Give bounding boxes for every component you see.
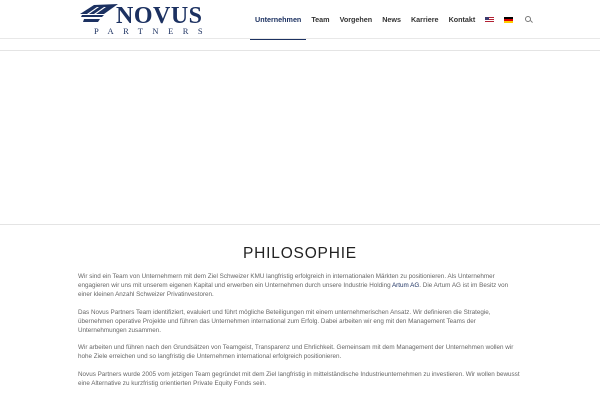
nav-item-vorgehen[interactable]: Vorgehen bbox=[339, 15, 373, 24]
paragraph-3: Wir arbeiten und führen nach den Grundsätzen von Teamgeist, Transparenz und Ehrlichkeit. Gemeinsam mit dem Management der Unternehmen wollen wir hohe Ziele erreichen und so langfristig die Unternehmen international erfolgreich positionieren. bbox=[78, 344, 514, 361]
nav-item-kontakt[interactable]: Kontakt bbox=[448, 15, 476, 24]
hero-banner bbox=[0, 50, 600, 225]
nav-item-karriere[interactable]: Karriere bbox=[410, 15, 439, 24]
logo-emblem-icon bbox=[78, 2, 120, 28]
nav-item-team[interactable]: Team bbox=[311, 15, 330, 24]
page-title: PHILOSOPHIE bbox=[243, 245, 357, 262]
paragraph-1 bbox=[78, 272, 522, 300]
paragraph-1-text-end: . Die Artum AG ist im Besitz von einer kleinen Anzahl Schweizer Privatinvestoren. bbox=[78, 282, 509, 299]
main-content bbox=[78, 244, 522, 396]
flag-de-icon[interactable] bbox=[504, 17, 513, 23]
paragraph-4: Novus Partners wurde 2005 vom jetzigen Team gegründet mit dem Ziel langfristig in mittelständische Industrieunternehmen zu investieren. Wir wollen bewusst eine Alternative zu kurzfristig orientierten Private Equity Fonds sein. bbox=[78, 370, 520, 387]
nav-item-news[interactable]: News bbox=[382, 15, 401, 24]
search-icon[interactable] bbox=[524, 15, 534, 25]
paragraph-2: Das Novus Partners Team identifiziert, evaluiert und führt mögliche Beteiligungen mit einem unternehmerischen Ansatz. Wir definieren die Strategie, übernehmen operative Projekte und führen das Unternehmen international zum Erfolg. Dabei arbeiten wir eng mit den Management Teams der Unternehmungen zusammen. bbox=[78, 308, 491, 335]
nav-item-unternehmen[interactable]: Unternehmen bbox=[250, 0, 306, 39]
logo-wordmark: NOVUS bbox=[116, 3, 203, 29]
logo-tagline: PARTNERS bbox=[94, 26, 213, 36]
artum-ag-link[interactable]: Artum AG bbox=[391, 282, 420, 290]
paragraph-1-text: Wir sind ein Team von Unternehmern mit dem Ziel Schweizer KMU langfristig erfolgreich in internationalen Märkten zu positionieren. Als Unternehmer engagieren wir uns mit unserem eigenen Kapital und erwerben ein Unternehmen durch unsere Industrie Holding bbox=[78, 273, 495, 290]
site-header bbox=[0, 0, 600, 39]
flag-us-icon[interactable] bbox=[485, 17, 494, 23]
main-nav bbox=[250, 0, 534, 39]
novus-partners-logo[interactable] bbox=[78, 2, 213, 36]
